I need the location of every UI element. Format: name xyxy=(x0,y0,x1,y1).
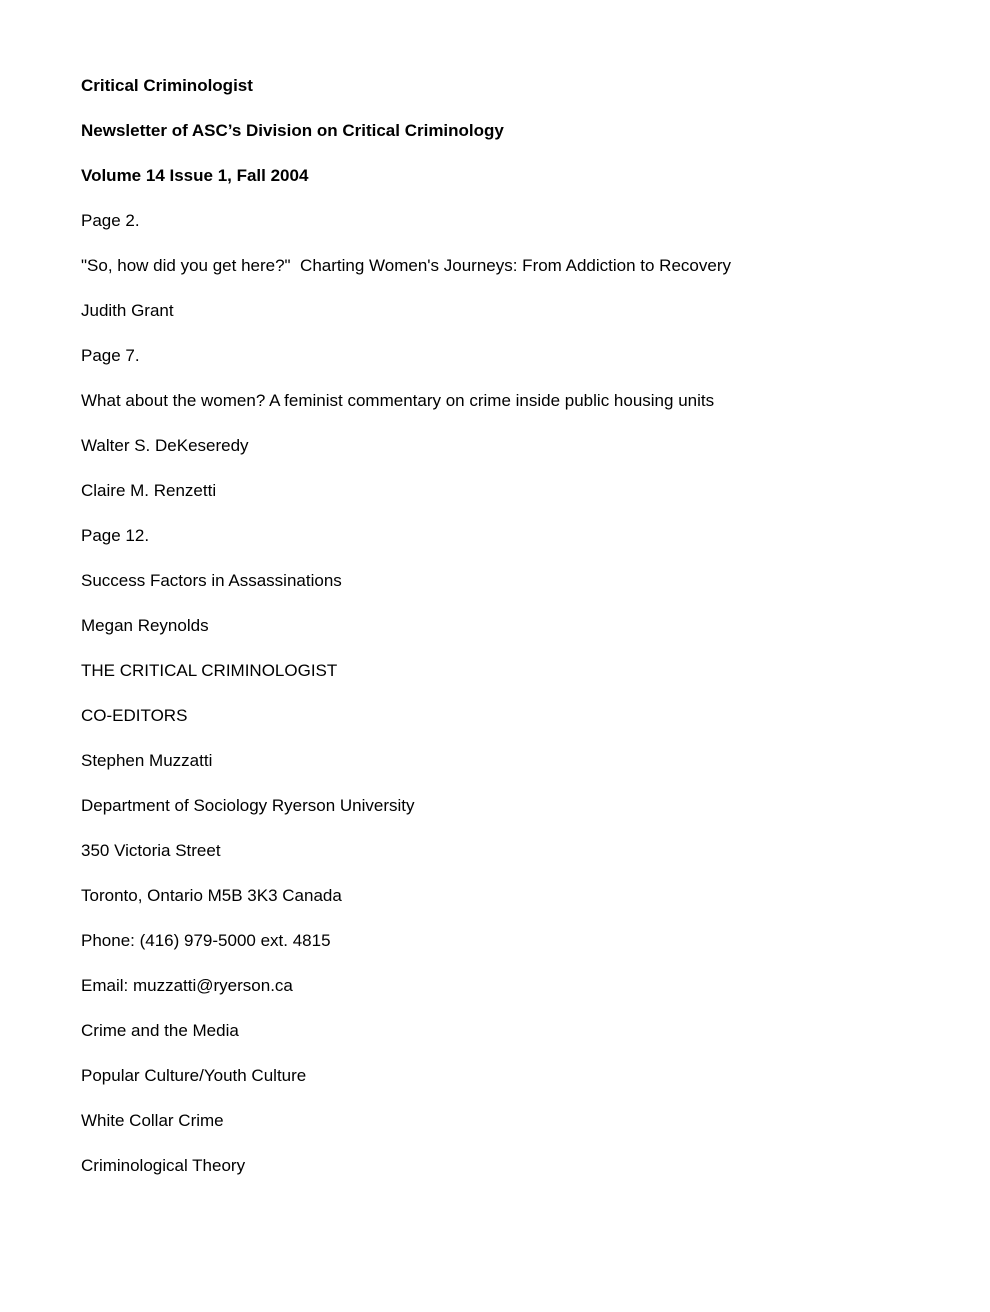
volume-issue: Volume 14 Issue 1, Fall 2004 xyxy=(81,166,309,185)
editor-name: Stephen Muzzatti xyxy=(81,751,213,770)
article-3-page: Page 12. xyxy=(81,526,150,545)
interest-item: Criminological Theory xyxy=(81,1156,246,1175)
newsletter-title: Critical Criminologist xyxy=(81,76,253,95)
article-1-page: Page 2. xyxy=(81,211,140,230)
article-2-author-1: Walter S. DeKeseredy xyxy=(81,436,249,455)
document-content xyxy=(81,74,911,1199)
editor-department: Department of Sociology Ryerson University xyxy=(81,796,415,815)
masthead-publication: THE CRITICAL CRIMINOLOGIST xyxy=(81,661,338,680)
editor-email: Email: muzzatti@ryerson.ca xyxy=(81,976,293,995)
editor-phone: Phone: (416) 979-5000 ext. 4815 xyxy=(81,931,331,950)
interest-item: White Collar Crime xyxy=(81,1111,224,1130)
article-1-author-1: Judith Grant xyxy=(81,301,174,320)
interest-item: Popular Culture/Youth Culture xyxy=(81,1066,307,1085)
article-1-title: "So, how did you get here?" Charting Women's Journeys: From Addiction to Recovery xyxy=(81,256,731,275)
masthead-role: CO-EDITORS xyxy=(81,706,188,725)
article-3-author-1: Megan Reynolds xyxy=(81,616,209,635)
editor-street: 350 Victoria Street xyxy=(81,841,221,860)
article-2-page: Page 7. xyxy=(81,346,140,365)
article-3-title: Success Factors in Assassinations xyxy=(81,571,342,590)
article-2-title: What about the women? A feminist commentary on crime inside public housing units xyxy=(81,391,715,410)
interest-item: Crime and the Media xyxy=(81,1021,239,1040)
newsletter-subtitle: Newsletter of ASC’s Division on Critical Criminology xyxy=(81,121,504,140)
editor-city: Toronto, Ontario M5B 3K3 Canada xyxy=(81,886,342,905)
article-2-author-2: Claire M. Renzetti xyxy=(81,481,217,500)
